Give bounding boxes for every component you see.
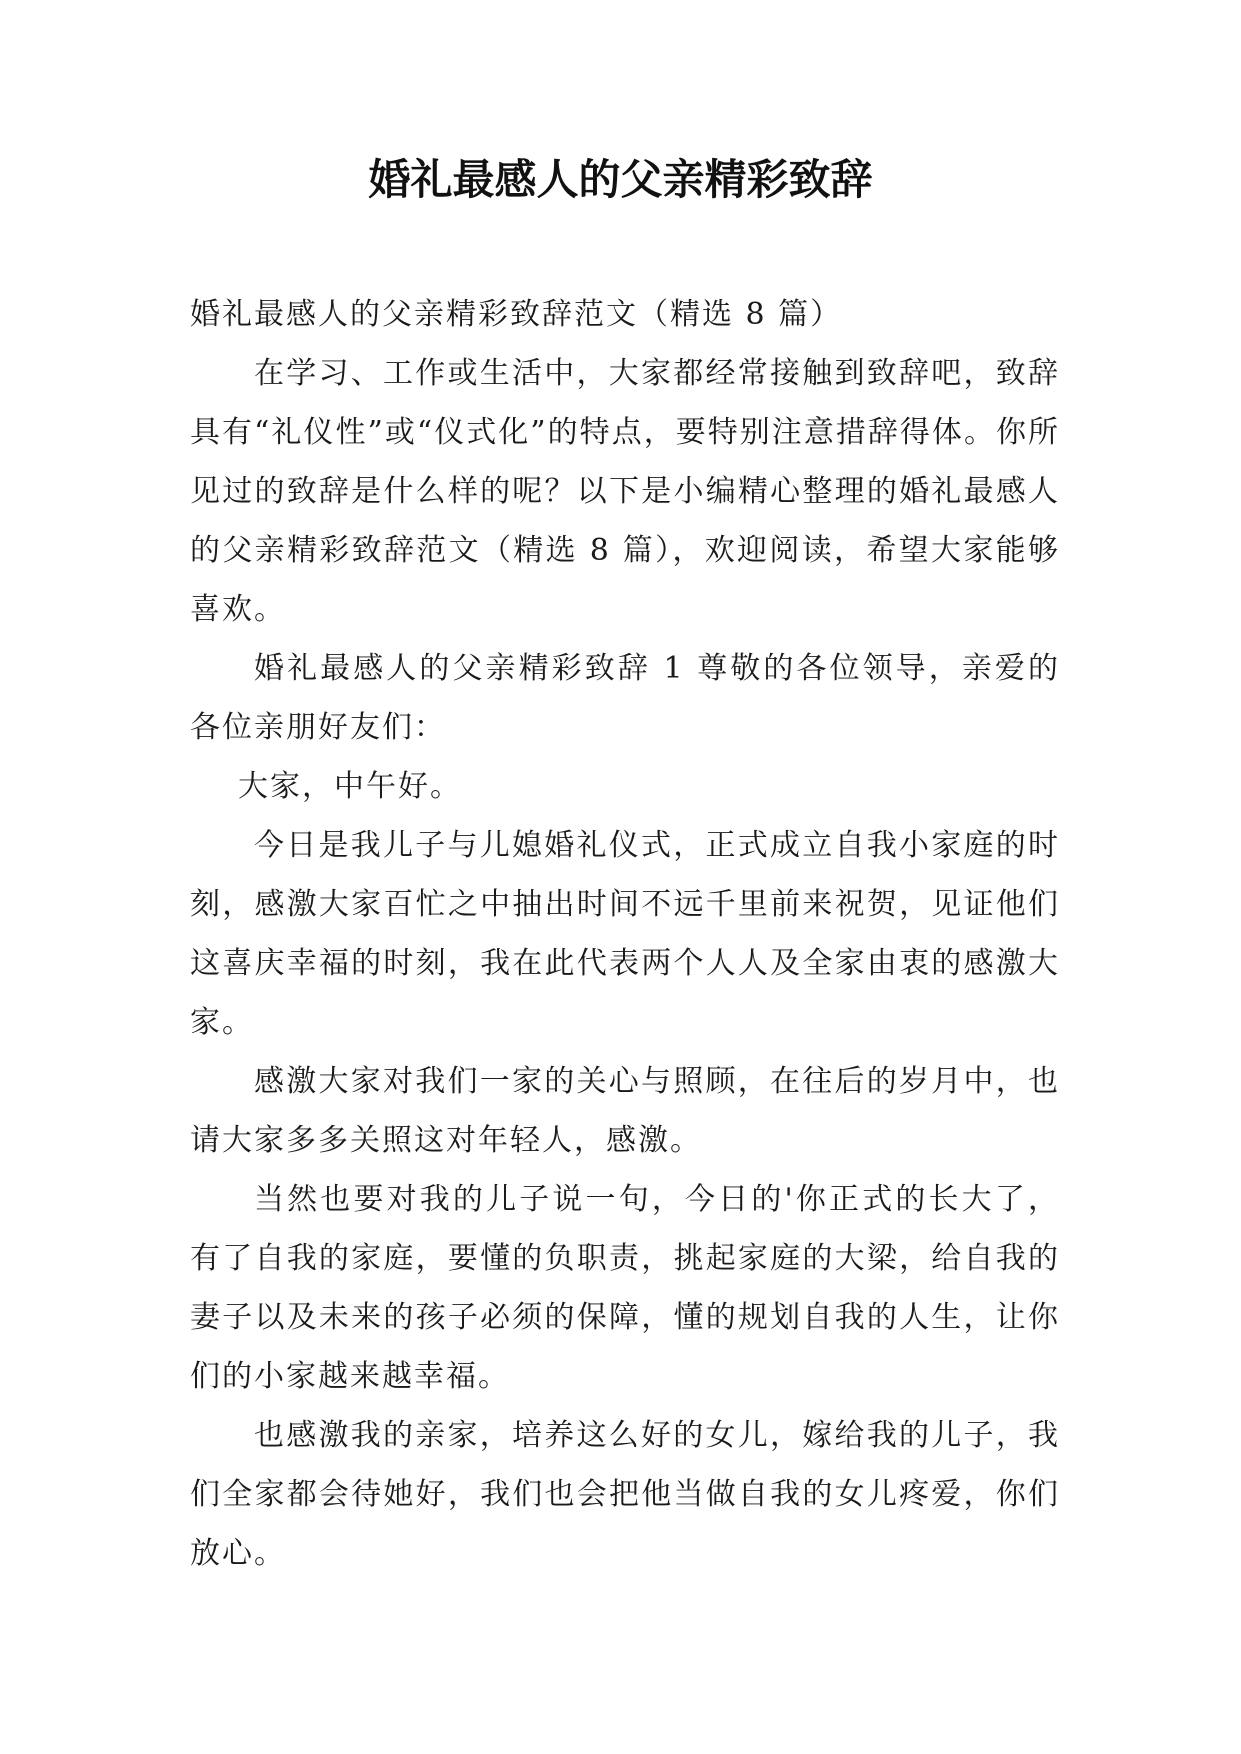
body-paragraph: 也感激我的亲家，培养这么好的女儿，嫁给我的儿子，我们全家都会待她好，我们也会把他当做自我的女儿疼爱，你们放心。	[190, 1418, 1060, 1571]
greeting-paragraph: 大家，中午好。	[238, 769, 462, 804]
document-body	[190, 285, 1060, 1583]
body-paragraph: 今日是我儿子与儿媳婚礼仪式，正式成立自我小家庭的时刻，感激大家百忙之中抽出时间不远千里前来祝贺，见证他们这喜庆幸福的时刻，我在此代表两个人人及全家由衷的感激大家。	[190, 828, 1060, 1040]
body-paragraph: 感激大家对我们一家的关心与照顾，在往后的岁月中，也请大家多多关照这对年轻人，感激。	[190, 1064, 1060, 1158]
speech-heading-paragraph: 婚礼最感人的父亲精彩致辞 1 尊敬的各位领导，亲爱的各位亲朋好友们：	[190, 651, 1060, 745]
document-title: 婚礼最感人的父亲精彩致辞	[368, 155, 873, 204]
subtitle-paragraph: 婚礼最感人的父亲精彩致辞范文（精选 8 篇）	[190, 297, 843, 332]
body-paragraph: 当然也要对我的儿子说一句，今日的'你正式的长大了，有了自我的家庭，要懂的负职责，挑起家庭的大梁，给自我的妻子以及未来的孩子必须的保障，懂的规划自我的人生，让你们的小家越来越幸福。	[190, 1182, 1060, 1394]
intro-paragraph: 在学习、工作或生活中，大家都经常接触到致辞吧，致辞具有“礼仪性”或“仪式化”的特点，要特别注意措辞得体。你所见过的致辞是什么样的呢？以下是小编精心整理的婚礼最感人的父亲精彩致辞范文（精选 8 篇），欢迎阅读，希望大家能够喜欢。	[190, 356, 1060, 627]
